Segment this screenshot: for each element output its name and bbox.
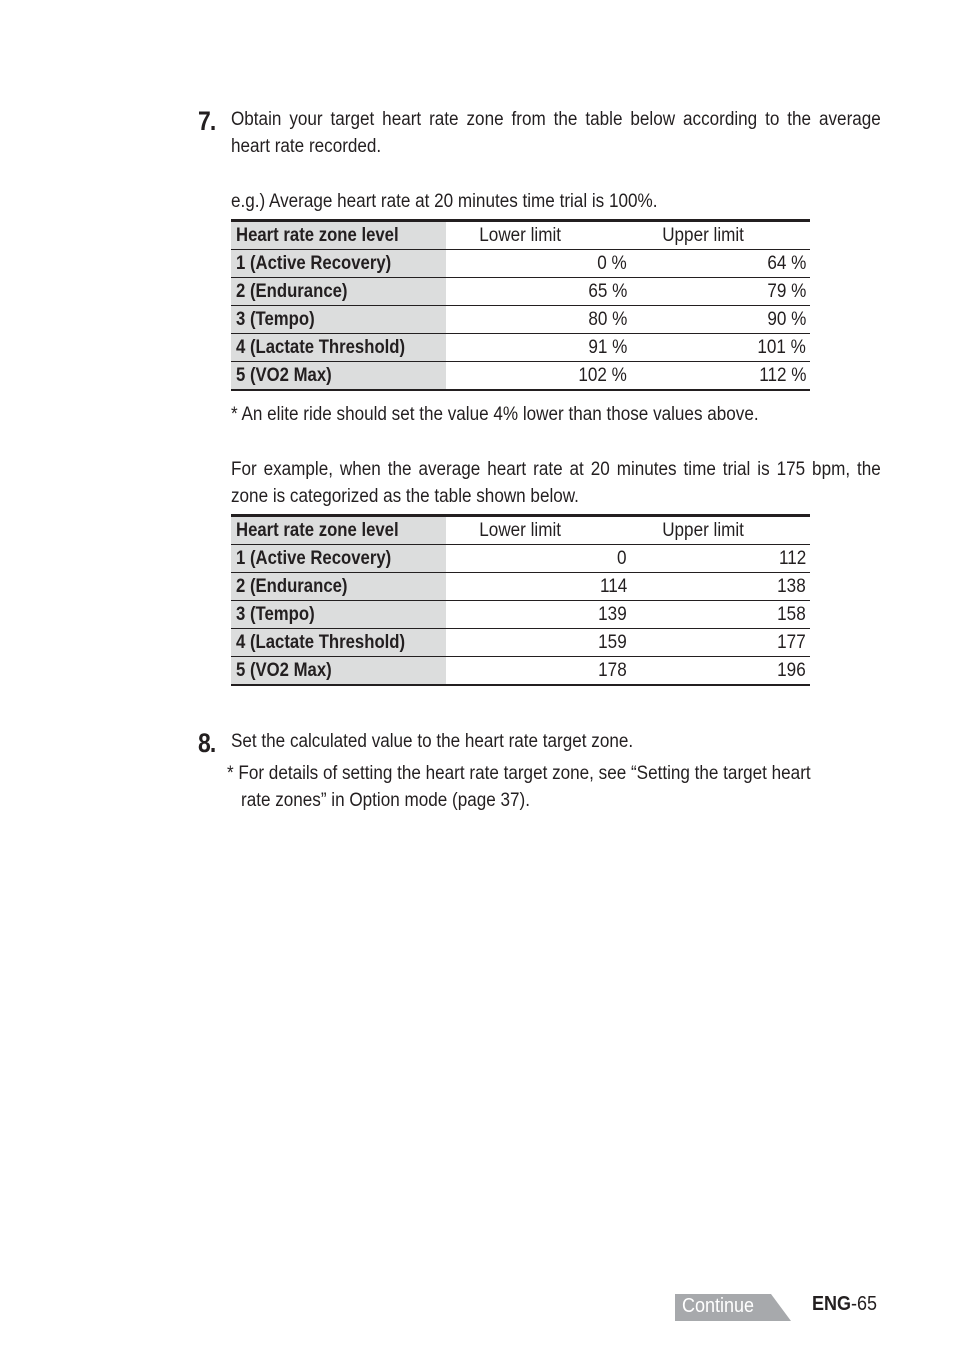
header-upper-limit: Upper limit [628,516,810,545]
upper-limit-cell: 101 % [628,334,810,362]
elite-note: * An elite ride should set the value 4% lower than those values above. [231,404,759,425]
lower-limit-cell: 65 % [446,278,628,306]
header-zone-level: Heart rate zone level [231,516,446,545]
table-header-row [231,516,810,545]
zone-level-cell: 4 (Lactate Threshold) [231,334,446,362]
lower-limit-cell: 114 [446,573,628,601]
table-row [231,362,810,391]
lower-limit-cell: 139 [446,601,628,629]
upper-limit-cell: 112 [628,545,810,573]
lower-limit-cell: 178 [446,657,628,686]
step-8-note-line-2: rate zones” in Option mode (page 37). [241,790,530,811]
zone-level-cell: 4 (Lactate Threshold) [231,629,446,657]
lower-limit-cell: 0 % [446,250,628,278]
example-caption: e.g.) Average heart rate at 20 minutes time trial is 100%. [231,191,658,212]
upper-limit-cell: 138 [628,573,810,601]
zone-level-cell: 3 (Tempo) [231,306,446,334]
zone-level-cell: 1 (Active Recovery) [231,545,446,573]
lower-limit-cell: 80 % [446,306,628,334]
header-upper-limit: Upper limit [628,221,810,250]
step-7-body [231,106,881,686]
upper-limit-cell: 196 [628,657,810,686]
lower-limit-cell: 0 [446,545,628,573]
table-row [231,278,810,306]
continue-label: Continue [682,1295,755,1317]
table-row [231,545,810,573]
table-row [231,250,810,278]
upper-limit-cell: 112 % [628,362,810,391]
table-row [231,306,810,334]
header-zone-level: Heart rate zone level [231,221,446,250]
table-header-row [231,221,810,250]
lower-limit-cell: 91 % [446,334,628,362]
upper-limit-cell: 64 % [628,250,810,278]
zone-level-cell: 2 (Endurance) [231,278,446,306]
example-text: For example, when the average heart rate at 20 minutes time trial is 175 bpm, the zone is categorized as the table shown below. [231,459,881,507]
continue-marker [675,1294,791,1321]
table-row [231,573,810,601]
percent-zone-table [231,219,810,391]
step-7-intro: Obtain your target heart rate zone from the table below according to the average heart rate recorded. [231,109,881,157]
step-8-body [231,728,881,755]
step-8-note [227,760,954,814]
header-lower-limit: Lower limit [446,221,628,250]
upper-limit-cell: 158 [628,601,810,629]
zone-level-cell: 5 (VO2 Max) [231,657,446,686]
zone-level-cell: 5 (VO2 Max) [231,362,446,391]
zone-level-cell: 1 (Active Recovery) [231,250,446,278]
page-number-prefix: ENG [812,1293,852,1315]
header-lower-limit: Lower limit [446,516,628,545]
table-row [231,601,810,629]
table-row [231,657,810,686]
page-number-suffix: -65 [851,1293,878,1315]
bpm-zone-table [231,514,810,686]
table-row [231,629,810,657]
step-7-number: 7. [198,106,216,136]
step-8-note-line-1: * For details of setting the heart rate target zone, see “Setting the target heart [227,763,811,784]
page-number [812,1293,877,1316]
step-8-text: Set the calculated value to the heart rate target zone. [231,731,634,752]
upper-limit-cell: 79 % [628,278,810,306]
step-8-number: 8. [198,728,216,758]
lower-limit-cell: 102 % [446,362,628,391]
zone-level-cell: 3 (Tempo) [231,601,446,629]
lower-limit-cell: 159 [446,629,628,657]
upper-limit-cell: 90 % [628,306,810,334]
table-row [231,334,810,362]
zone-level-cell: 2 (Endurance) [231,573,446,601]
upper-limit-cell: 177 [628,629,810,657]
